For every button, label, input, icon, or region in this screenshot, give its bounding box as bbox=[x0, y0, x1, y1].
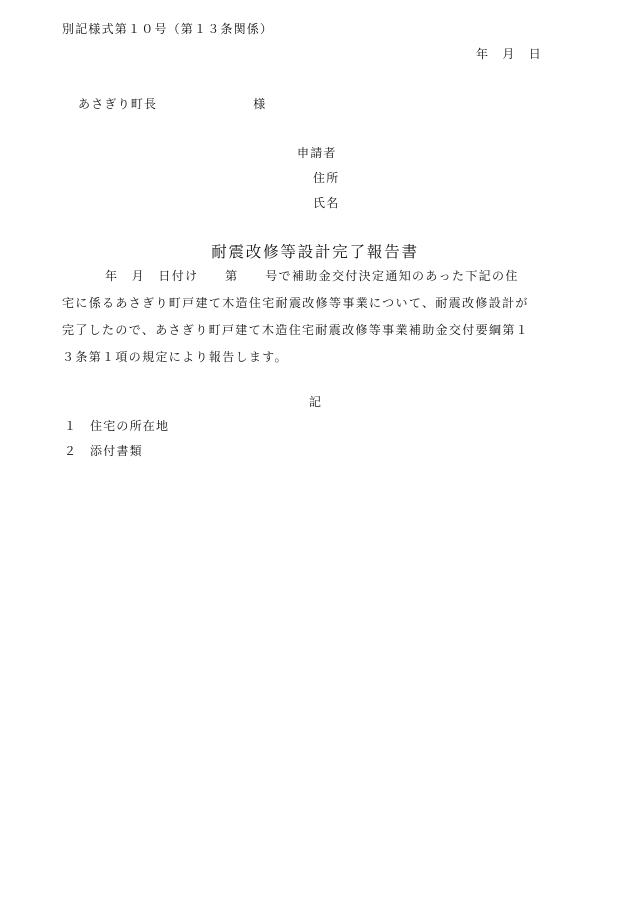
list-item bbox=[64, 443, 143, 459]
applicant-address-label: 住所 bbox=[313, 171, 340, 185]
applicant-label: 申請者 bbox=[297, 146, 337, 160]
item-label: 住宅の所在地 bbox=[90, 419, 170, 433]
item-number: ２ bbox=[64, 444, 78, 458]
item-number: １ bbox=[64, 419, 78, 433]
submission-date: 年 月 日 bbox=[476, 47, 543, 61]
body-paragraph bbox=[62, 265, 572, 373]
addressee-honorific: 様 bbox=[253, 97, 267, 111]
form-number: 別記様式第１０号（第１３条関係） bbox=[62, 22, 274, 36]
document-title: 耐震改修等設計完了報告書 bbox=[211, 243, 419, 261]
body-line: ３条第１項の規定により報告します。 bbox=[62, 350, 288, 364]
applicant-name-label: 氏名 bbox=[313, 196, 340, 210]
ki-heading: 記 bbox=[308, 395, 321, 409]
addressee-name: あさぎり町長 bbox=[78, 97, 158, 111]
body-line: 年 月 日付け 第 号で補助金交付決定通知のあった下記の住 bbox=[105, 269, 519, 283]
list-item bbox=[64, 418, 169, 434]
body-line: 宅に係るあさぎり町戸建て木造住宅耐震改修等事業について、耐震改修設計が bbox=[62, 296, 529, 310]
addressee bbox=[78, 96, 266, 112]
item-label: 添付書類 bbox=[90, 444, 143, 458]
body-line: 完了したので、あさぎり町戸建て木造住宅耐震改修等事業補助金交付要綱第１ bbox=[62, 323, 530, 337]
